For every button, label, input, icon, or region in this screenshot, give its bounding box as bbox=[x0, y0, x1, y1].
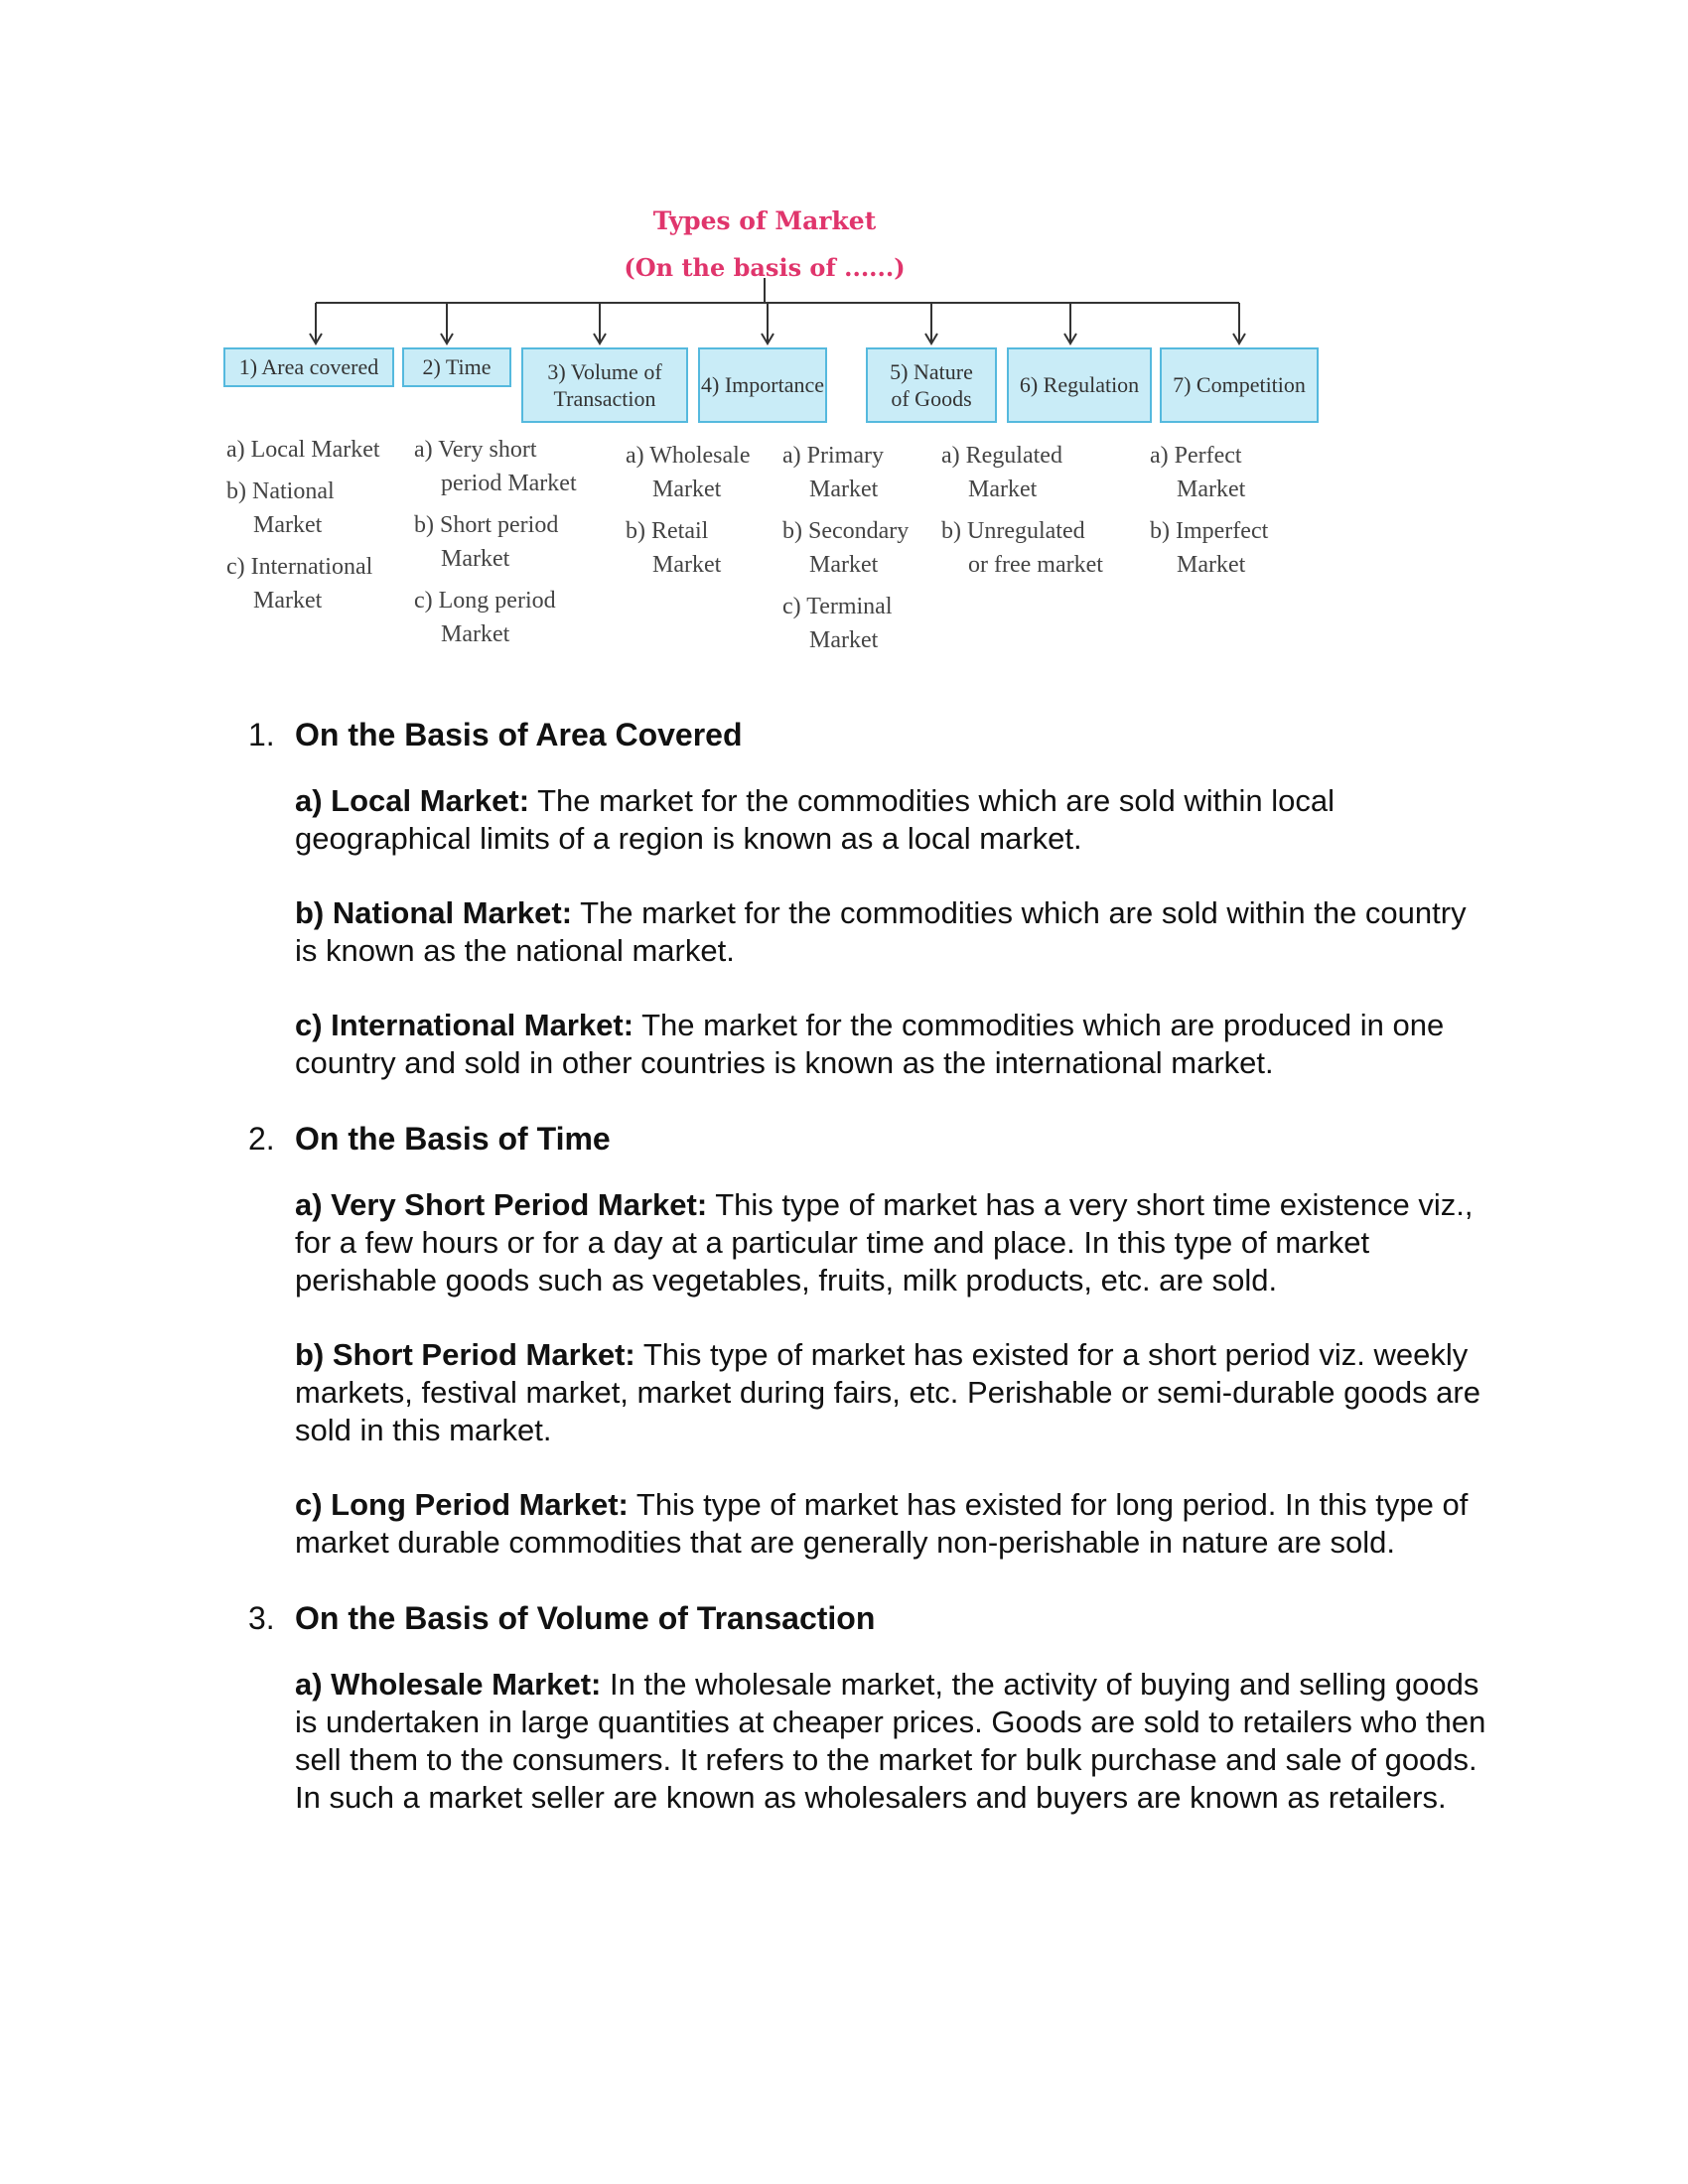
diagram-subtitle: (On the basis of ......) bbox=[624, 253, 906, 282]
category-nature-of-goods: 5) Nature of Goods bbox=[866, 347, 997, 423]
importance-items bbox=[782, 439, 941, 665]
term-label: a) Wholesale Market: bbox=[295, 1667, 602, 1702]
category-volume-of-transaction: 3) Volume of Transaction bbox=[521, 347, 688, 423]
list-item: b) Short period Market bbox=[414, 512, 559, 572]
section-title: On the Basis of Area Covered bbox=[295, 717, 743, 752]
competition-items bbox=[1150, 439, 1329, 590]
term-definition: The market for the commodities which are sold within local geographical limits of a region is known as a local market. bbox=[295, 783, 1335, 856]
term-label: a) Very Short Period Market: bbox=[295, 1187, 708, 1222]
list-item: c) Terminal Market bbox=[782, 594, 893, 653]
list-item: b) Retail Market bbox=[626, 518, 722, 578]
paragraph bbox=[295, 1486, 1489, 1562]
term-definition: This type of market has existed for a short period viz. weekly markets, festival market, market during fairs, etc. Perishable or semi-durable goods are sold in this market. bbox=[295, 1337, 1480, 1447]
paragraph bbox=[295, 782, 1489, 858]
section-area-covered bbox=[248, 715, 1489, 1082]
section-heading bbox=[248, 1598, 1489, 1638]
section-number: 3. bbox=[248, 1600, 275, 1636]
list-item: b) Unregulated or free market bbox=[941, 518, 1103, 578]
category-importance: 4) Importance bbox=[698, 347, 827, 423]
market-types-diagram bbox=[0, 0, 1688, 695]
term-label: b) Short Period Market: bbox=[295, 1337, 635, 1372]
term-label: c) Long Period Market: bbox=[295, 1487, 629, 1522]
area-covered-items bbox=[226, 433, 415, 625]
section-volume-of-transaction bbox=[248, 1598, 1489, 1817]
category-area-covered: 1) Area covered bbox=[223, 347, 394, 387]
category-competition: 7) Competition bbox=[1160, 347, 1319, 423]
list-item: b) Secondary Market bbox=[782, 518, 910, 578]
section-time bbox=[248, 1119, 1489, 1562]
paragraph bbox=[295, 894, 1489, 970]
category-time: 2) Time bbox=[402, 347, 511, 387]
term-definition: This type of market has a very short time existence viz., for a few hours or for a day at a particular time and place. In this type of market perishable goods such as vegetables, fruits, milk products, etc. are sold. bbox=[295, 1187, 1474, 1297]
category-regulation: 6) Regulation bbox=[1007, 347, 1152, 423]
list-item: a) Very short period Market bbox=[414, 437, 577, 496]
section-title: On the Basis of Volume of Transaction bbox=[295, 1600, 876, 1636]
section-title: On the Basis of Time bbox=[295, 1121, 611, 1157]
paragraph bbox=[295, 1186, 1489, 1299]
list-item: b) National Market bbox=[226, 478, 335, 538]
document-body bbox=[248, 715, 1489, 1853]
list-item: a) Perfect Market bbox=[1150, 443, 1246, 502]
term-definition: In the wholesale market, the activity of buying and selling goods is undertaken in large quantities at cheaper prices. Goods are sold to retailers who then sell them to the consumers. It refers to the market for bulk purchase and sale of goods. In such a market seller are known as wholesalers and buyers are known as retailers. bbox=[295, 1667, 1486, 1815]
regulation-items bbox=[941, 439, 1140, 590]
list-item: a) Wholesale Market bbox=[626, 443, 751, 502]
term-label: a) Local Market: bbox=[295, 783, 530, 818]
section-heading bbox=[248, 1119, 1489, 1159]
time-items bbox=[414, 433, 613, 659]
list-item: a) Primary Market bbox=[782, 443, 884, 502]
term-definition: The market for the commodities which are sold within the country is known as the national market. bbox=[295, 895, 1467, 968]
section-heading bbox=[248, 715, 1489, 754]
list-item: a) Regulated Market bbox=[941, 443, 1062, 502]
term-label: b) National Market: bbox=[295, 895, 573, 930]
volume-items bbox=[626, 439, 784, 590]
term-definition: This type of market has existed for long period. In this type of market durable commodities that are generally non-perishable in nature are sold. bbox=[295, 1487, 1469, 1560]
paragraph bbox=[295, 1336, 1489, 1449]
paragraph bbox=[295, 1666, 1489, 1817]
term-label: c) International Market: bbox=[295, 1008, 634, 1042]
list-item: b) Imperfect Market bbox=[1150, 518, 1269, 578]
diagram-title: Types of Market bbox=[652, 206, 877, 235]
paragraph bbox=[295, 1007, 1489, 1082]
list-item: c) International Market bbox=[226, 554, 373, 614]
list-item: a) Local Market bbox=[226, 437, 380, 463]
term-definition: The market for the commodities which are produced in one country and sold in other countries is known as the international market. bbox=[295, 1008, 1445, 1080]
section-number: 1. bbox=[248, 717, 275, 752]
section-number: 2. bbox=[248, 1121, 275, 1157]
list-item: c) Long period Market bbox=[414, 588, 556, 647]
